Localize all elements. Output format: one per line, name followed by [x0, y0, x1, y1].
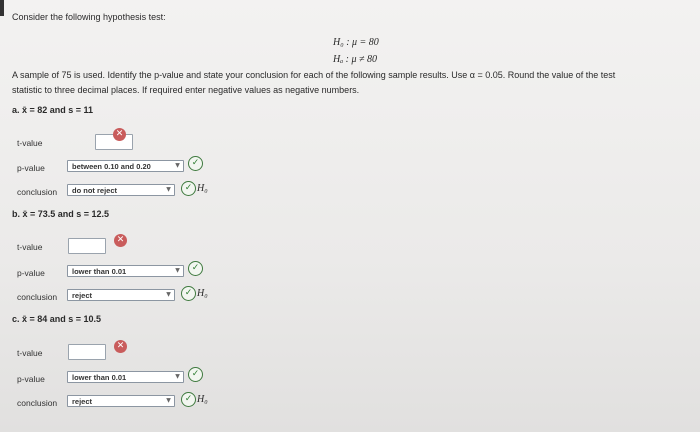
x-circle-icon: ✕: [113, 128, 126, 141]
x-circle-icon: ✕: [114, 234, 127, 247]
part-c-pvalue-label: p-value: [17, 374, 45, 384]
part-b-h0-label: H₀: [197, 288, 208, 299]
chevron-down-icon[interactable]: ▼: [175, 267, 180, 274]
check-circle-icon: ✓: [188, 261, 203, 276]
part-a-heading: a. x̄ = 82 and s = 11: [12, 105, 94, 115]
check-circle-icon: ✓: [181, 286, 196, 301]
chevron-down-icon[interactable]: ▼: [166, 397, 171, 404]
part-b-pvalue-label: p-value: [17, 268, 45, 278]
part-b-pvalue-select[interactable]: [67, 265, 184, 277]
part-c-conclusion-value: reject: [72, 397, 93, 406]
part-c-tvalue-input[interactable]: [68, 344, 106, 360]
part-b-pvalue-value: lower than 0.01: [72, 267, 127, 276]
check-circle-icon: ✓: [188, 367, 203, 382]
part-b-conclusion-select[interactable]: [67, 289, 175, 301]
part-b-conclusion-label: conclusion: [17, 292, 58, 302]
part-b-heading: b. x̄ = 73.5 and s = 12.5: [12, 209, 110, 219]
part-a-conclusion-label: conclusion: [17, 187, 58, 197]
part-c-pvalue-value: lower than 0.01: [72, 373, 127, 382]
part-c-h0-label: H₀: [197, 394, 208, 405]
part-a-pvalue-label: p-value: [17, 163, 45, 173]
part-b-tvalue-label: t-value: [17, 242, 43, 252]
part-a-h0-label: H₀: [197, 183, 208, 194]
part-c-pvalue-select[interactable]: [67, 371, 184, 383]
part-a-tvalue-label: t-value: [17, 138, 43, 148]
part-c-conclusion-select[interactable]: [67, 395, 175, 407]
alternative-hypothesis: Hₐ : μ ≠ 80: [333, 54, 377, 65]
chevron-down-icon[interactable]: ▼: [175, 373, 180, 380]
check-circle-icon: ✓: [188, 156, 203, 171]
x-circle-icon: ✕: [114, 340, 127, 353]
chevron-down-icon[interactable]: ▼: [166, 291, 171, 298]
instructions-line-2: statistic to three decimal places. If required enter negative values as negative numbers.: [12, 85, 360, 95]
part-a-pvalue-select[interactable]: [67, 160, 184, 172]
chevron-down-icon[interactable]: ▼: [175, 162, 180, 169]
part-c-conclusion-label: conclusion: [17, 398, 58, 408]
left-edge-marker: [0, 0, 4, 16]
chevron-down-icon[interactable]: ▼: [166, 186, 171, 193]
part-b-conclusion-value: reject: [72, 291, 93, 300]
check-circle-icon: ✓: [181, 392, 196, 407]
part-b-tvalue-input[interactable]: [68, 238, 106, 254]
check-circle-icon: ✓: [181, 181, 196, 196]
null-hypothesis: H₀ : μ = 80: [333, 37, 379, 48]
part-a-conclusion-value: do not reject: [72, 186, 118, 195]
part-c-tvalue-label: t-value: [17, 348, 43, 358]
part-a-conclusion-select[interactable]: [67, 184, 175, 196]
part-a-pvalue-value: between 0.10 and 0.20: [72, 162, 151, 171]
instructions-line-1: A sample of 75 is used. Identify the p-value and state your conclusion for each of the following sample results. Use α = 0.05. Round the value of the test: [12, 70, 616, 80]
question-prompt: Consider the following hypothesis test:: [12, 12, 166, 22]
part-c-heading: c. x̄ = 84 and s = 10.5: [12, 314, 102, 324]
